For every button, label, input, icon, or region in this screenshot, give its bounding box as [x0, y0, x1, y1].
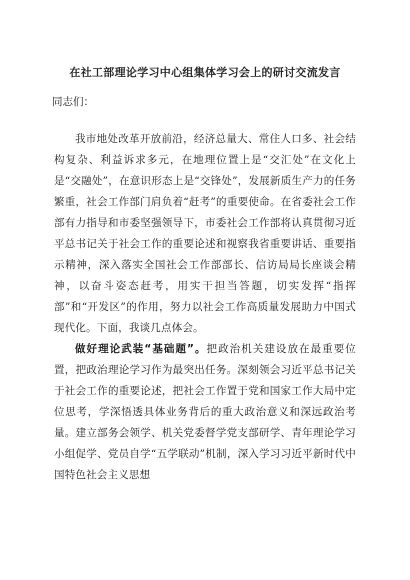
document-title: 在社工部理论学习中心组集体学习会上的研讨交流发言 — [69, 66, 341, 79]
paragraph-intro — [54, 129, 356, 339]
salutation: 同志们： — [52, 96, 94, 108]
paragraph-text: 把政治机关建设放在最重要位置，把政治理论学习作为最突出任务。深刻领会习近平总书记关于社会工作的重要论述，把社会工作置于党和国家工作大局中定位思考，学深悟透具体业务背后的重大政治意义和深远政治考量。建立部务会领学、机关党委督学党支部研学、青年理论学习小组促学、党员自学“五学联动”机制，深入学习习近平新时代中国特色社会主义思想 — [54, 343, 356, 481]
paragraph-theory — [54, 339, 356, 486]
paragraph-lead: 做好理论武装“基础题”。 — [75, 343, 207, 355]
paragraph-text: 我市地处改革开放前沿，经济总量大、常住人口多、社会结构复杂、利益诉求多元，在地理位置上是“交汇处”在文化上是“交融处”，在意识形态上是“交锋处”，发展新质生产力的任务繁重，社会工作部门肩负着“赶考”的重要使命。在省委社会工作部有力指导和市委坚强领导下，市委社会工作部将认真贯彻习近平总书记关于社会工作的重要论述和视察我省重要讲话、重要指示精神，深入落实全国社会工作部部长、信访局局长座谈会精神，以奋斗姿态赶考，用实干担当答题，切实发挥“指挥部”和“开发区”的作用，努力以社会工作高质量发展助力中国式现代化。下面，我谈几点体会。 — [54, 133, 356, 334]
